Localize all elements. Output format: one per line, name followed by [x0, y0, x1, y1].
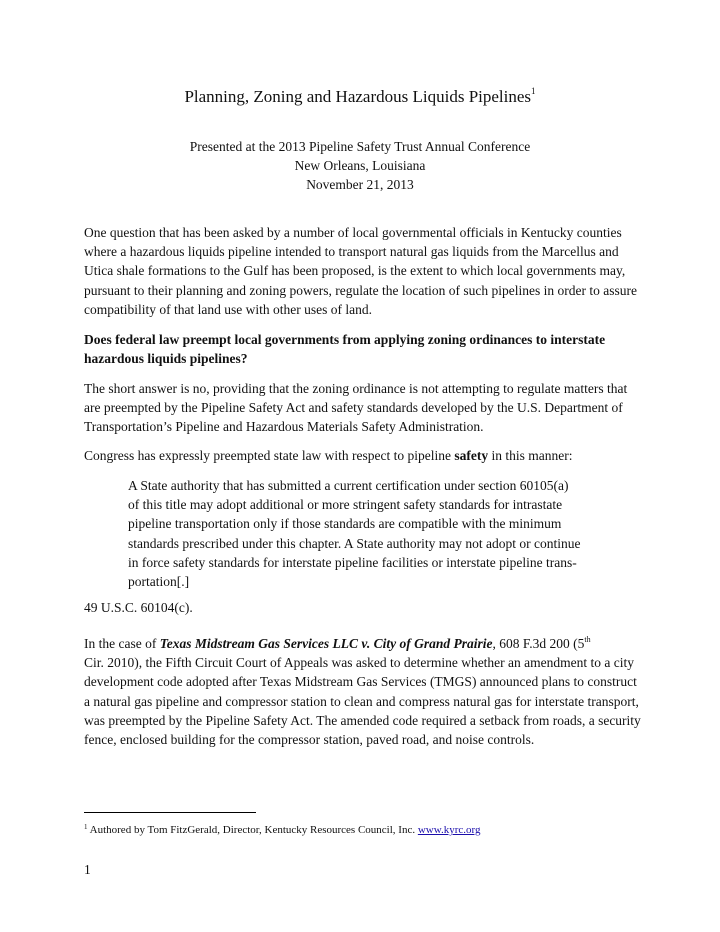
case-lead: In the case of: [84, 636, 160, 651]
safety-emphasis: safety: [454, 448, 489, 463]
quote-line: standards prescribed under this chapter. A State authority may not adopt or continue: [128, 535, 581, 551]
footnote: [84, 820, 480, 837]
preemption-paragraph: [84, 446, 644, 465]
question-heading: Does federal law preempt local governments from applying zoning ordinances to interstate hazardous liquids pipelines?: [84, 332, 606, 367]
title-text: Planning, Zoning and Hazardous Liquids Pipelines: [184, 87, 532, 106]
case-paragraph: [84, 630, 644, 749]
preemption-text-after: in this manner:: [488, 448, 573, 463]
case-body: Cir. 2010), the Fifth Circuit Court of Appeals was asked to determine whether an amendment to a city development code adopted after Texas Midstream Gas Services (TMGS) announced plans to construct a natural gas pipeline and compressor station to clean and compress natural gas for interstate transport, was preempted by the Pipeline Safety Act. The amended code required a setback from roads, a security fence, enclosed building for the compressor station, paved road, and noise controls.: [84, 655, 641, 748]
quote-line: A State authority that has submitted a current certification under section 60105(a): [128, 478, 569, 493]
case-cite: , 608 F.3d 200 (5: [492, 636, 585, 651]
title-footnote-mark[interactable]: 1: [531, 86, 536, 96]
footnote-text: Authored by Tom FitzGerald, Director, Kentucky Resources Council, Inc.: [87, 824, 418, 836]
ordinal-suffix: th: [584, 635, 591, 644]
case-name: Texas Midstream Gas Services LLC v. City of Grand Prairie: [159, 636, 493, 651]
footnote-mark: 1: [84, 823, 88, 831]
intro-paragraph: One question that has been asked by a number of local governmental officials in Kentucky counties where a hazardous liquids pipeline intended to transport natural gas liquids from the Marcellus and Utica shale formations to the Gulf has been proposed, is the extent to which local governments may, pursuant to their planning and zoning powers, regulate the location of such pipelines in order to assure compatibility of that land use with other uses of land.: [84, 225, 637, 317]
quote-line: of this title may adopt additional or more stringent safety standards for intrastate: [128, 497, 563, 513]
statute-quote: [128, 476, 618, 591]
presentation-info: [0, 137, 720, 194]
document-title: [0, 86, 720, 107]
statute-citation: 49 U.S.C. 60104(c).: [84, 600, 193, 615]
location-line: New Orleans, Louisiana: [294, 158, 426, 173]
short-answer-paragraph: The short answer is no, providing that the zoning ordinance is not attempting to regulate matters that are preempted by the Pipeline Safety Act and safety standards developed by the U.S. Department of Transportation’s Pipeline and Hazardous Materials Safety Administration.: [84, 381, 628, 435]
preemption-text-before: Congress has expressly preempted state law with respect to pipeline: [84, 448, 455, 463]
footnote-link[interactable]: www.kyrc.org: [417, 824, 481, 836]
footnote-divider: [84, 812, 256, 813]
quote-line: portation[.]: [128, 574, 190, 590]
quote-line: pipeline transportation only if those standards are compatible with the minimum: [128, 516, 562, 532]
page-number: 1: [84, 862, 91, 877]
quote-line: in force safety standards for interstate pipeline facilities or interstate pipeline trans-: [128, 554, 577, 570]
date-line: November 21, 2013: [306, 177, 414, 192]
conference-line: Presented at the 2013 Pipeline Safety Trust Annual Conference: [189, 139, 531, 154]
